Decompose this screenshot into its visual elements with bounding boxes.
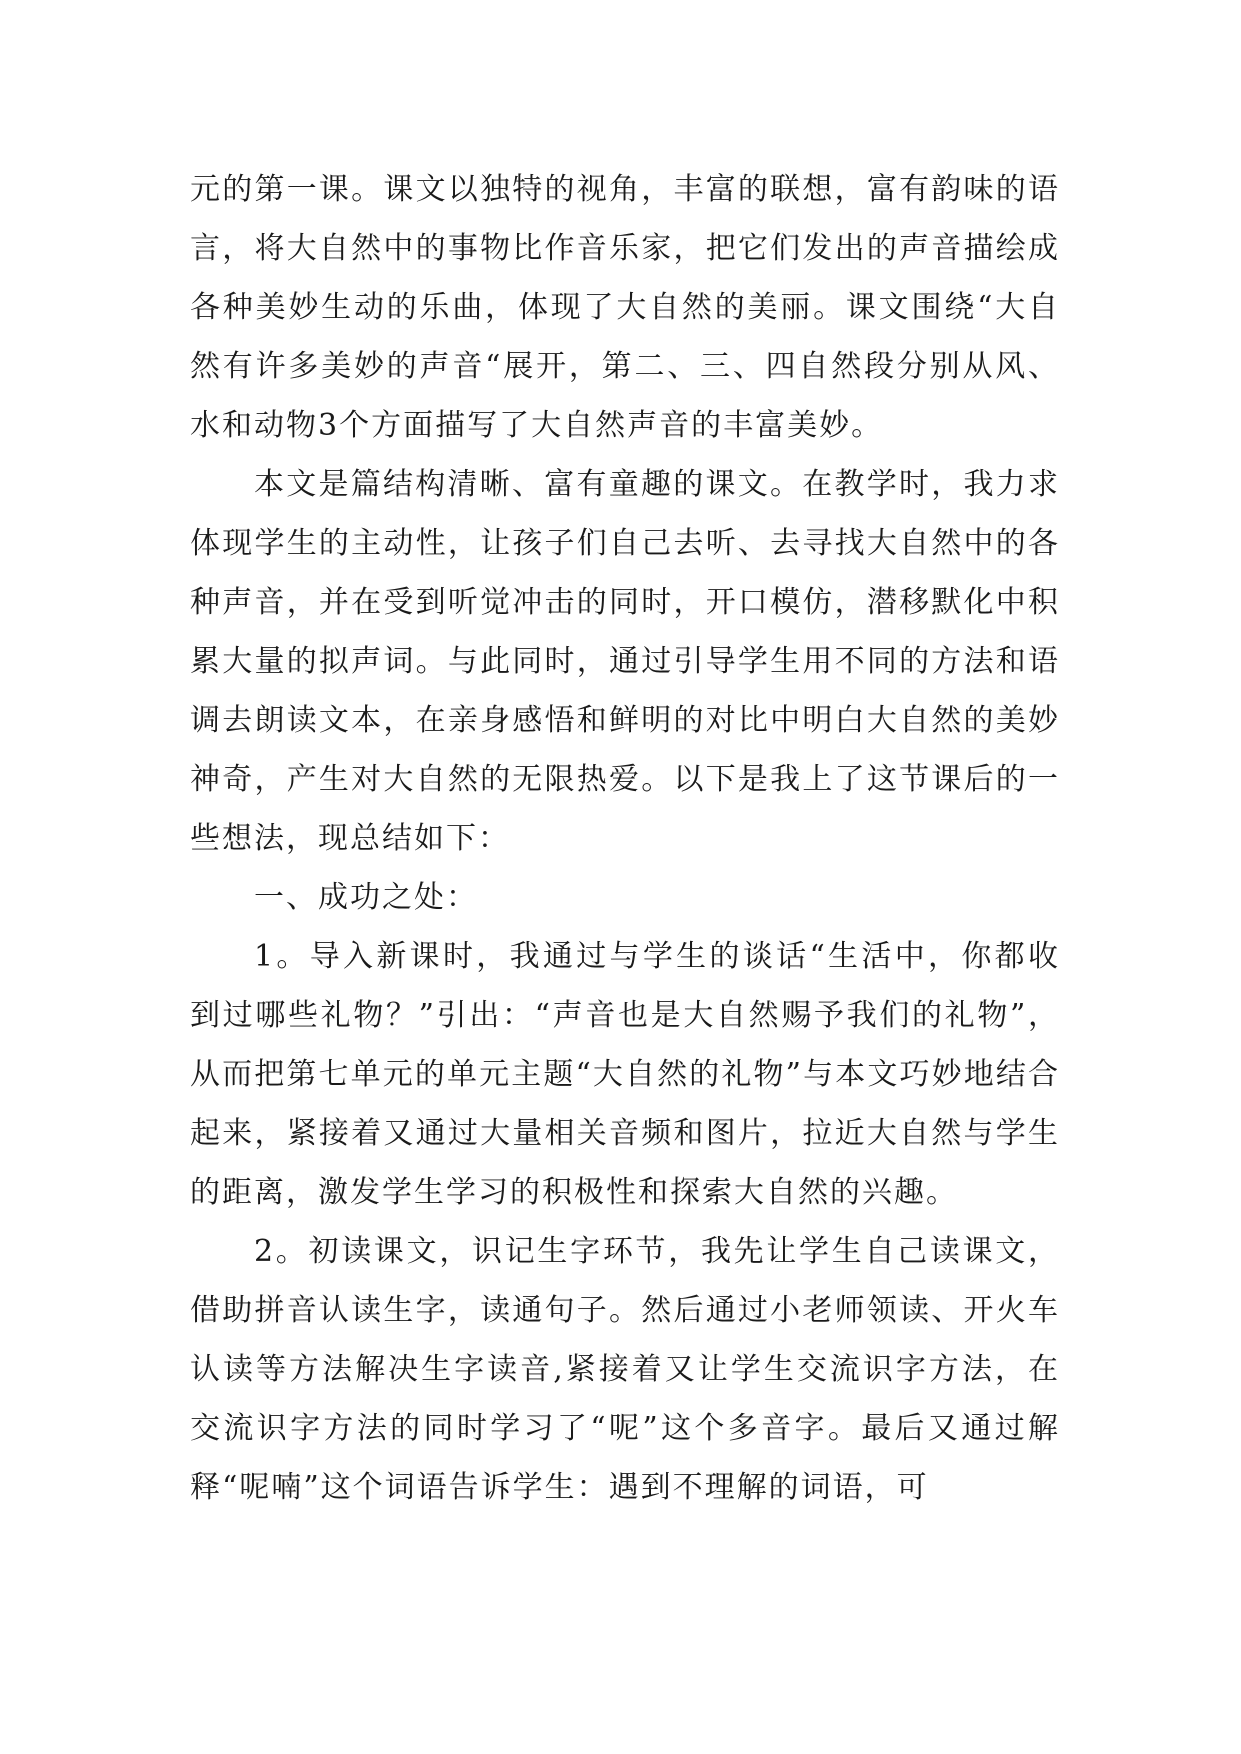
paragraph-point-1: 1。导入新课时，我通过与学生的谈话“生活中，你都收到过哪些礼物？”引出：“声音也是大自然赐予我们的礼物”，从而把第七单元的单元主题“大自然的礼物”与本文巧妙地结合起来，紧接着又通过大量相关音频和图片，拉近大自然与学生的距离，激发学生学习的积极性和探索大自然的兴趣。: [190, 939, 1060, 1210]
paragraph-point-2: 2。初读课文，识记生字环节，我先让学生自己读课文，借助拼音认读生字，读通句子。然后通过小老师领读、开火车认读等方法解决生字读音,紧接着又让学生交流识字方法，在交流识字方法的同时学习了“呢”这个多音字。最后又通过解释“呢喃”这个词语告诉学生：遇到不理解的词语，可: [190, 1234, 1060, 1505]
section-heading-success: 一、成功之处：: [254, 880, 478, 915]
document-page: [190, 160, 1060, 1517]
paragraph-intro: 元的第一课。课文以独特的视角，丰富的联想，富有韵味的语言，将大自然中的事物比作音乐家，把它们发出的声音描绘成各种美妙生动的乐曲，体现了大自然的美丽。课文围绕“大自然有许多美妙的声音“展开，第二、三、四自然段分别从风、水和动物3个方面描写了大自然声音的丰富美妙。: [190, 172, 1060, 443]
paragraph-overview: 本文是篇结构清晰、富有童趣的课文。在教学时，我力求体现学生的主动性，让孩子们自己去听、去寻找大自然中的各种声音，并在受到听觉冲击的同时，开口模仿，潜移默化中积累大量的拟声词。与此同时，通过引导学生用不同的方法和语调去朗读文本，在亲身感悟和鲜明的对比中明白大自然的美妙神奇，产生对大自然的无限热爱。以下是我上了这节课后的一些想法，现总结如下：: [190, 467, 1060, 856]
